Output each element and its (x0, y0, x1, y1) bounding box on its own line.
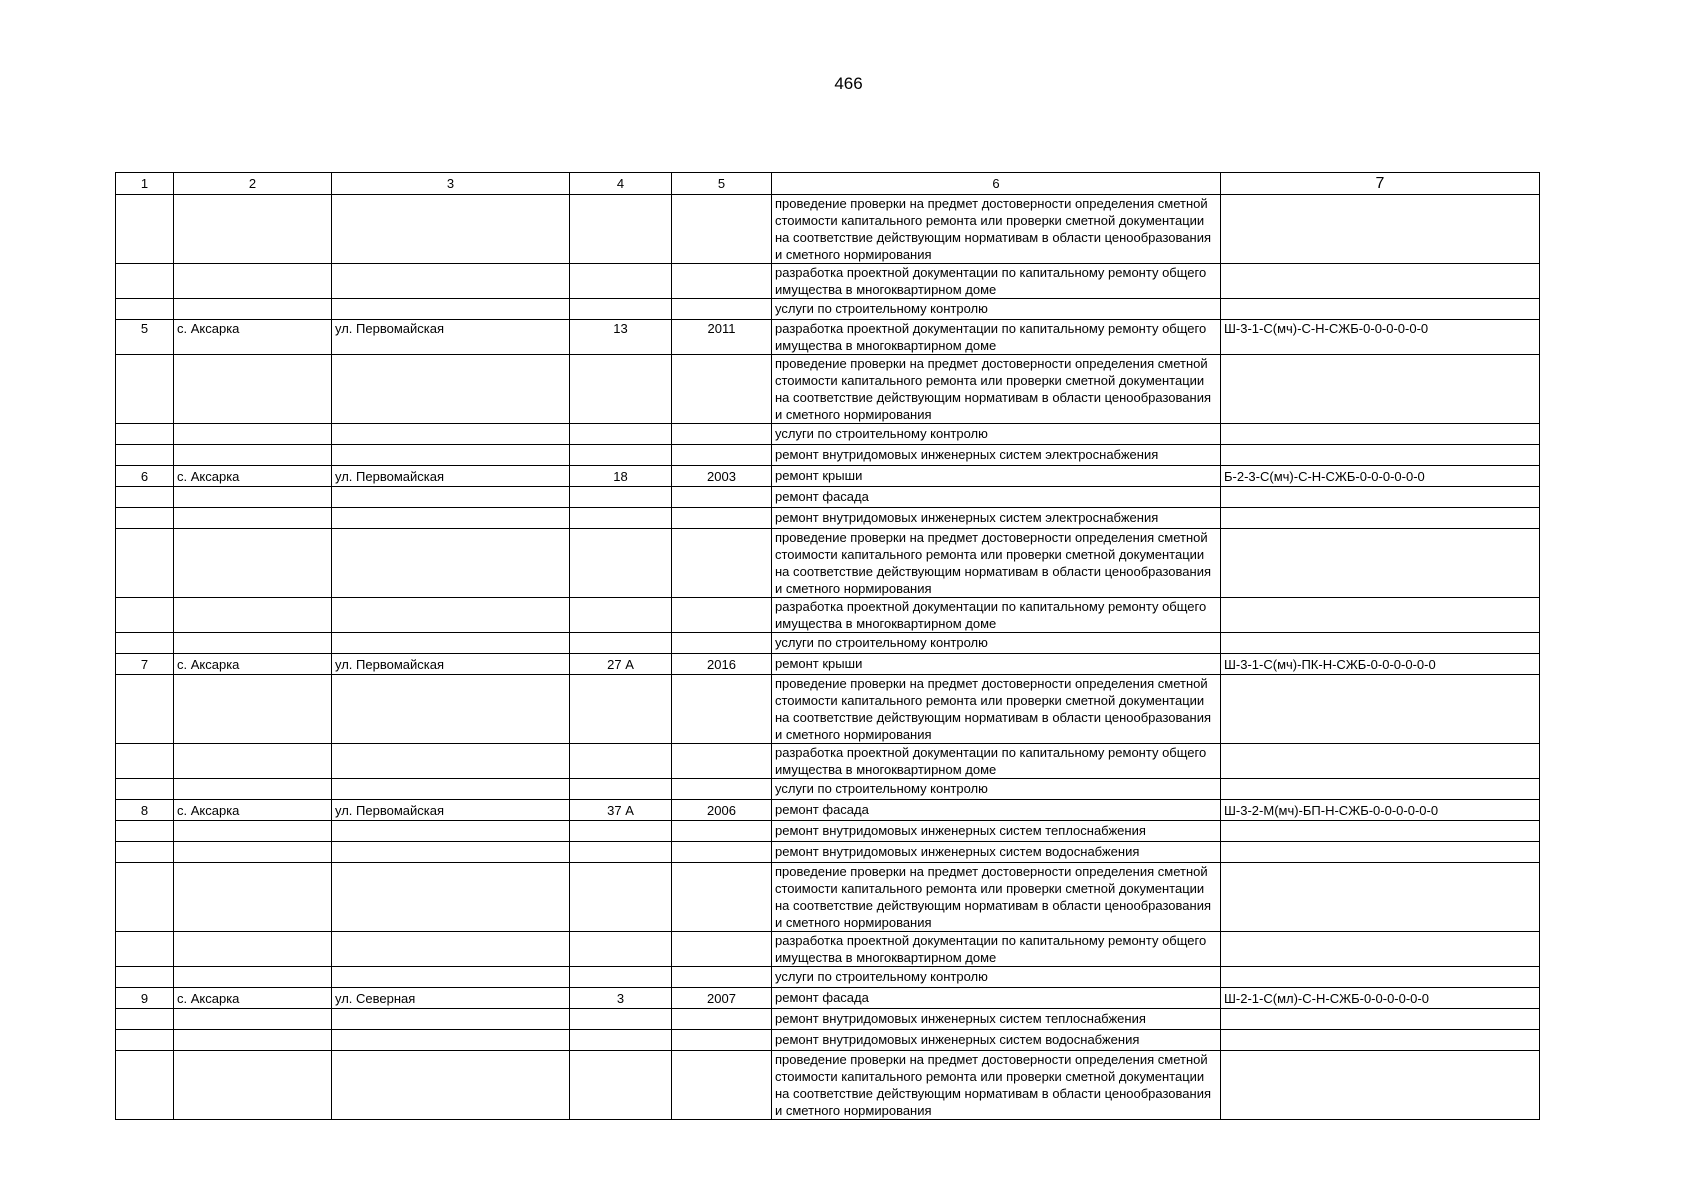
year-cell: 2016 (672, 654, 772, 675)
settlement-cell (174, 744, 332, 779)
row-number: 5 (116, 320, 174, 355)
settlement-cell (174, 779, 332, 800)
year-cell (672, 529, 772, 598)
column-header: 6 (772, 173, 1221, 195)
street-cell (332, 195, 570, 264)
row-number (116, 744, 174, 779)
work-type-cell: проведение проверки на предмет достоверности определения сметной стоимости капитального ремонта или проверки сметной документации на соответствие действующим нормативам в области ценообразования и сметного нормирования (772, 675, 1221, 744)
page-number: 466 (834, 74, 863, 93)
column-header: 3 (332, 173, 570, 195)
work-type-cell: ремонт фасада (772, 487, 1221, 508)
house-number-cell (570, 529, 672, 598)
capital-repair-table (115, 172, 1540, 1120)
house-number-cell (570, 1009, 672, 1030)
year-cell (672, 821, 772, 842)
row-number: 6 (116, 466, 174, 487)
street-cell: ул. Северная (332, 988, 570, 1009)
house-number-cell (570, 863, 672, 932)
row-number (116, 821, 174, 842)
building-code-cell (1221, 299, 1540, 320)
table-row (116, 264, 1540, 299)
settlement-cell (174, 1030, 332, 1051)
street-cell (332, 264, 570, 299)
row-number (116, 598, 174, 633)
table-row (116, 355, 1540, 424)
work-type-cell: проведение проверки на предмет достоверности определения сметной стоимости капитального ремонта или проверки сметной документации на соответствие действующим нормативам в области ценообразования и сметного нормирования (772, 195, 1221, 264)
settlement-cell (174, 633, 332, 654)
work-type-cell: проведение проверки на предмет достоверности определения сметной стоимости капитального ремонта или проверки сметной документации на соответствие действующим нормативам в области ценообразования и сметного нормирования (772, 863, 1221, 932)
row-number (116, 967, 174, 988)
year-cell: 2006 (672, 800, 772, 821)
work-type-cell: ремонт фасада (772, 988, 1221, 1009)
building-code-cell (1221, 424, 1540, 445)
settlement-cell (174, 1051, 332, 1120)
year-cell: 2007 (672, 988, 772, 1009)
house-number-cell (570, 598, 672, 633)
settlement-cell (174, 355, 332, 424)
settlement-cell (174, 195, 332, 264)
year-cell (672, 1009, 772, 1030)
table-row (116, 863, 1540, 932)
building-code-cell (1221, 1030, 1540, 1051)
settlement-cell (174, 675, 332, 744)
building-code-cell: Ш-3-1-С(мч)-ПК-Н-СЖБ-0-0-0-0-0-0 (1221, 654, 1540, 675)
year-cell (672, 932, 772, 967)
work-type-cell: разработка проектной документации по капитальному ремонту общего имущества в многоквартирном доме (772, 744, 1221, 779)
street-cell (332, 779, 570, 800)
year-cell (672, 264, 772, 299)
work-type-cell: разработка проектной документации по капитальному ремонту общего имущества в многоквартирном доме (772, 264, 1221, 299)
year-cell (672, 424, 772, 445)
year-cell: 2003 (672, 466, 772, 487)
building-code-cell (1221, 842, 1540, 863)
settlement-cell (174, 264, 332, 299)
work-type-cell: разработка проектной документации по капитальному ремонту общего имущества в многоквартирном доме (772, 320, 1221, 355)
year-cell (672, 744, 772, 779)
street-cell (332, 487, 570, 508)
year-cell (672, 675, 772, 744)
work-type-cell: услуги по строительному контролю (772, 779, 1221, 800)
table-row (116, 932, 1540, 967)
work-type-cell: проведение проверки на предмет достоверности определения сметной стоимости капитального ремонта или проверки сметной документации на соответствие действующим нормативам в области ценообразования и сметного нормирования (772, 529, 1221, 598)
house-number-cell (570, 779, 672, 800)
house-number-cell (570, 487, 672, 508)
building-code-cell (1221, 821, 1540, 842)
settlement-cell (174, 1009, 332, 1030)
table-row (116, 466, 1540, 487)
building-code-cell (1221, 598, 1540, 633)
building-code-cell (1221, 967, 1540, 988)
column-header: 5 (672, 173, 772, 195)
table-row (116, 529, 1540, 598)
building-code-cell: Ш-3-2-М(мч)-БП-Н-СЖБ-0-0-0-0-0-0 (1221, 800, 1540, 821)
house-number-cell (570, 355, 672, 424)
settlement-cell: с. Аксарка (174, 466, 332, 487)
table-row (116, 1051, 1540, 1120)
house-number-cell (570, 821, 672, 842)
building-code-cell (1221, 744, 1540, 779)
work-type-cell: услуги по строительному контролю (772, 299, 1221, 320)
building-code-cell (1221, 264, 1540, 299)
house-number-cell (570, 195, 672, 264)
house-number-cell (570, 299, 672, 320)
work-type-cell: разработка проектной документации по капитальному ремонту общего имущества в многоквартирном доме (772, 932, 1221, 967)
house-number-cell (570, 842, 672, 863)
year-cell (672, 842, 772, 863)
settlement-cell: с. Аксарка (174, 800, 332, 821)
street-cell: ул. Первомайская (332, 320, 570, 355)
street-cell (332, 598, 570, 633)
street-cell (332, 842, 570, 863)
row-number (116, 195, 174, 264)
work-type-cell: ремонт фасада (772, 800, 1221, 821)
street-cell (332, 744, 570, 779)
settlement-cell: с. Аксарка (174, 320, 332, 355)
building-code-cell (1221, 1009, 1540, 1030)
settlement-cell (174, 932, 332, 967)
settlement-cell: с. Аксарка (174, 988, 332, 1009)
building-code-cell: Ш-2-1-С(мл)-С-Н-СЖБ-0-0-0-0-0-0 (1221, 988, 1540, 1009)
table-row (116, 675, 1540, 744)
year-cell (672, 779, 772, 800)
year-cell (672, 445, 772, 466)
table-row (116, 1009, 1540, 1030)
building-code-cell (1221, 1051, 1540, 1120)
street-cell (332, 299, 570, 320)
row-number (116, 299, 174, 320)
column-number-row (116, 173, 1540, 195)
building-code-cell (1221, 445, 1540, 466)
settlement-cell (174, 598, 332, 633)
year-cell (672, 195, 772, 264)
table-row (116, 445, 1540, 466)
building-code-cell: Ш-3-1-С(мч)-С-Н-СЖБ-0-0-0-0-0-0 (1221, 320, 1540, 355)
row-number: 7 (116, 654, 174, 675)
street-cell (332, 863, 570, 932)
row-number (116, 264, 174, 299)
house-number-cell (570, 445, 672, 466)
street-cell (332, 508, 570, 529)
year-cell (672, 1030, 772, 1051)
column-header: 4 (570, 173, 672, 195)
year-cell (672, 1051, 772, 1120)
table-row (116, 195, 1540, 264)
row-number (116, 424, 174, 445)
work-type-cell: разработка проектной документации по капитальному ремонту общего имущества в многоквартирном доме (772, 598, 1221, 633)
year-cell: 2011 (672, 320, 772, 355)
row-number (116, 842, 174, 863)
house-number-cell (570, 744, 672, 779)
house-number-cell (570, 675, 672, 744)
table-row (116, 744, 1540, 779)
street-cell: ул. Первомайская (332, 466, 570, 487)
year-cell (672, 487, 772, 508)
row-number: 9 (116, 988, 174, 1009)
street-cell (332, 355, 570, 424)
row-number (116, 779, 174, 800)
building-code-cell (1221, 633, 1540, 654)
table-row (116, 320, 1540, 355)
work-type-cell: ремонт внутридомовых инженерных систем водоснабжения (772, 1030, 1221, 1051)
house-number-cell (570, 932, 672, 967)
table-row (116, 988, 1540, 1009)
table-row (116, 487, 1540, 508)
table-row (116, 967, 1540, 988)
column-header: 1 (116, 173, 174, 195)
table-row (116, 508, 1540, 529)
row-number (116, 1009, 174, 1030)
table-row (116, 424, 1540, 445)
building-code-cell (1221, 487, 1540, 508)
row-number (116, 675, 174, 744)
building-code-cell (1221, 932, 1540, 967)
settlement-cell (174, 508, 332, 529)
year-cell (672, 863, 772, 932)
house-number-cell: 13 (570, 320, 672, 355)
work-type-cell: проведение проверки на предмет достоверности определения сметной стоимости капитального ремонта или проверки сметной документации на соответствие действующим нормативам в области ценообразования и сметного нормирования (772, 1051, 1221, 1120)
street-cell (332, 633, 570, 654)
year-cell (672, 598, 772, 633)
building-code-cell (1221, 195, 1540, 264)
street-cell (332, 821, 570, 842)
row-number (116, 445, 174, 466)
row-number (116, 863, 174, 932)
building-code-cell (1221, 529, 1540, 598)
table-row (116, 821, 1540, 842)
house-number-cell: 3 (570, 988, 672, 1009)
work-type-cell: услуги по строительному контролю (772, 967, 1221, 988)
work-type-cell: ремонт внутридомовых инженерных систем теплоснабжения (772, 1009, 1221, 1030)
house-number-cell (570, 264, 672, 299)
building-code-cell: Б-2-3-С(мч)-С-Н-СЖБ-0-0-0-0-0-0 (1221, 466, 1540, 487)
work-type-cell: ремонт внутридомовых инженерных систем водоснабжения (772, 842, 1221, 863)
year-cell (672, 967, 772, 988)
column-header: 7 (1221, 173, 1540, 195)
table-row (116, 800, 1540, 821)
settlement-cell (174, 863, 332, 932)
building-code-cell (1221, 355, 1540, 424)
settlement-cell (174, 842, 332, 863)
building-code-cell (1221, 508, 1540, 529)
work-type-cell: ремонт крыши (772, 466, 1221, 487)
house-number-cell (570, 1030, 672, 1051)
settlement-cell (174, 821, 332, 842)
year-cell (672, 299, 772, 320)
street-cell (332, 932, 570, 967)
house-number-cell: 18 (570, 466, 672, 487)
year-cell (672, 508, 772, 529)
street-cell: ул. Первомайская (332, 654, 570, 675)
row-number (116, 529, 174, 598)
work-type-cell: услуги по строительному контролю (772, 633, 1221, 654)
street-cell: ул. Первомайская (332, 800, 570, 821)
row-number (116, 932, 174, 967)
work-type-cell: ремонт внутридомовых инженерных систем электроснабжения (772, 445, 1221, 466)
settlement-cell (174, 299, 332, 320)
row-number (116, 1051, 174, 1120)
settlement-cell (174, 424, 332, 445)
row-number (116, 487, 174, 508)
street-cell (332, 424, 570, 445)
street-cell (332, 675, 570, 744)
house-number-cell (570, 508, 672, 529)
work-type-cell: ремонт внутридомовых инженерных систем теплоснабжения (772, 821, 1221, 842)
column-header: 2 (174, 173, 332, 195)
street-cell (332, 529, 570, 598)
street-cell (332, 1030, 570, 1051)
street-cell (332, 445, 570, 466)
table-row (116, 633, 1540, 654)
building-code-cell (1221, 675, 1540, 744)
row-number (116, 633, 174, 654)
settlement-cell: с. Аксарка (174, 654, 332, 675)
work-type-cell: ремонт внутридомовых инженерных систем электроснабжения (772, 508, 1221, 529)
settlement-cell (174, 967, 332, 988)
row-number: 8 (116, 800, 174, 821)
settlement-cell (174, 445, 332, 466)
house-number-cell: 37 А (570, 800, 672, 821)
settlement-cell (174, 487, 332, 508)
work-type-cell: услуги по строительному контролю (772, 424, 1221, 445)
building-code-cell (1221, 779, 1540, 800)
row-number (116, 508, 174, 529)
street-cell (332, 967, 570, 988)
house-number-cell (570, 967, 672, 988)
house-number-cell: 27 А (570, 654, 672, 675)
settlement-cell (174, 529, 332, 598)
building-code-cell (1221, 863, 1540, 932)
year-cell (672, 355, 772, 424)
table-row (116, 299, 1540, 320)
street-cell (332, 1051, 570, 1120)
table-row (116, 779, 1540, 800)
table-row (116, 1030, 1540, 1051)
row-number (116, 1030, 174, 1051)
work-type-cell: ремонт крыши (772, 654, 1221, 675)
row-number (116, 355, 174, 424)
year-cell (672, 633, 772, 654)
house-number-cell (570, 633, 672, 654)
house-number-cell (570, 1051, 672, 1120)
work-type-cell: проведение проверки на предмет достоверности определения сметной стоимости капитального ремонта или проверки сметной документации на соответствие действующим нормативам в области ценообразования и сметного нормирования (772, 355, 1221, 424)
table-row (116, 654, 1540, 675)
table-row (116, 842, 1540, 863)
street-cell (332, 1009, 570, 1030)
table-row (116, 598, 1540, 633)
table-body (116, 195, 1540, 1120)
house-number-cell (570, 424, 672, 445)
